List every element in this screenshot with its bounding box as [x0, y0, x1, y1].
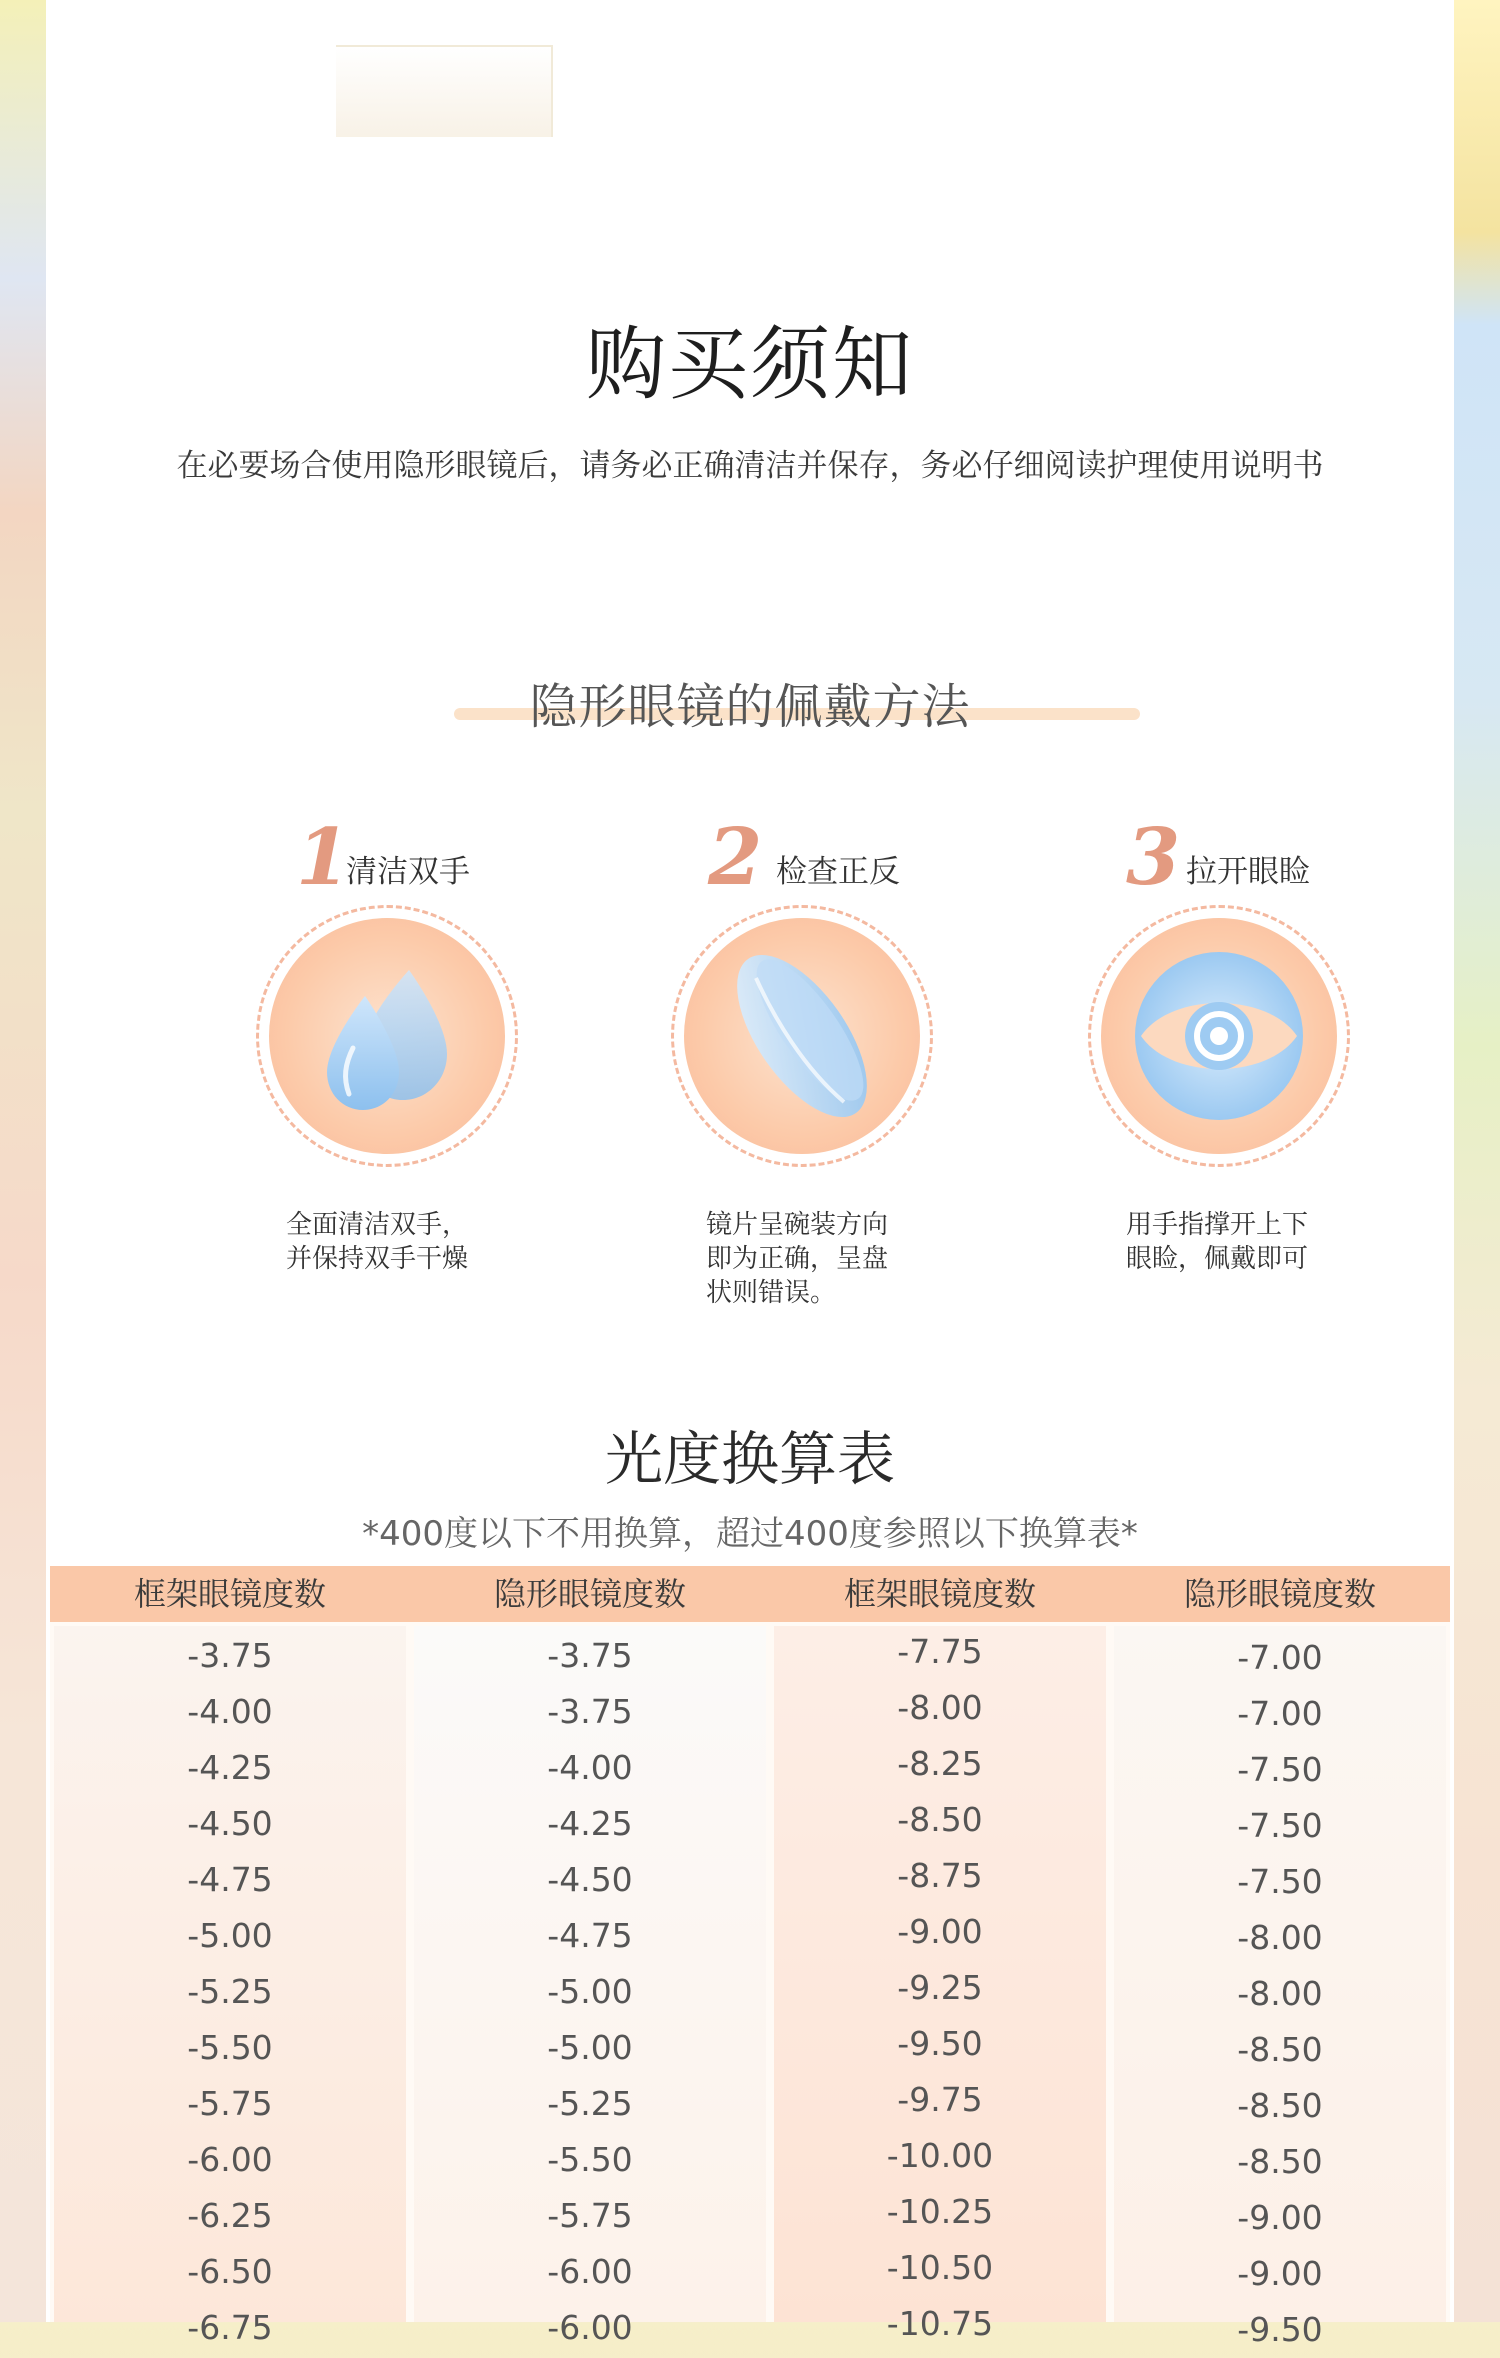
step-label: 检查正反 — [776, 854, 900, 890]
table-header-cell: 框架眼镜度数 — [133, 1575, 326, 1613]
table-header-row — [50, 1566, 1450, 1622]
table-cell: -8.00 — [897, 1688, 983, 1727]
step-label: 清洁双手 — [346, 854, 470, 890]
table-cell: -5.50 — [187, 2028, 273, 2067]
step-icon-circle — [256, 905, 518, 1167]
table-header-cell: 隐形眼镜度数 — [493, 1575, 686, 1613]
table-cell: -8.50 — [1237, 2086, 1323, 2125]
wearing-section-header — [46, 668, 1454, 735]
wearing-section-title: 隐形眼镜的佩戴方法 — [529, 679, 971, 735]
table-cell: -5.25 — [187, 1972, 273, 2011]
table-cell: -6.00 — [547, 2252, 633, 2291]
table-cell: -7.50 — [1237, 1806, 1323, 1845]
table-cell: -7.50 — [1237, 1750, 1323, 1789]
table-cell: -5.00 — [547, 2028, 633, 2067]
table-cell: -4.00 — [187, 1692, 273, 1731]
table-cell: -9.00 — [1237, 2198, 1323, 2237]
table-cell: -5.00 — [547, 1972, 633, 2011]
table-cell: -8.00 — [1237, 1918, 1323, 1957]
table-cell: -9.75 — [897, 2080, 983, 2119]
table-cell: -8.75 — [897, 1856, 983, 1895]
table-cell: -4.75 — [547, 1916, 633, 1955]
page-title: 购买须知 — [586, 318, 914, 411]
table-cell: -4.50 — [547, 1860, 633, 1899]
table-cell: -6.00 — [547, 2308, 633, 2347]
step-description — [286, 1208, 468, 1276]
table-cell: -8.50 — [1237, 2142, 1323, 2181]
step-number: 1 — [296, 812, 351, 903]
step-header — [626, 812, 946, 903]
step-header — [1046, 812, 1366, 903]
table-cell: -6.50 — [187, 2252, 273, 2291]
step-desc-line: 全面清洁双手， — [286, 1210, 469, 1240]
table-cell: -9.25 — [897, 1968, 983, 2007]
table-cell: -9.50 — [897, 2024, 983, 2063]
product-image-remnant — [336, 45, 553, 137]
step-desc-line: 状则错误。 — [706, 1278, 837, 1308]
conversion-table-title: 光度换算表 — [604, 1425, 895, 1493]
table-cell: -10.75 — [886, 2304, 994, 2343]
table-cell: -6.75 — [187, 2308, 273, 2347]
table-cell: -7.50 — [1237, 1862, 1323, 1901]
table-header-cell: 框架眼镜度数 — [843, 1575, 1036, 1613]
table-cell: -3.75 — [547, 1692, 633, 1731]
step-number: 3 — [1126, 812, 1181, 903]
contact-lens-icon — [684, 918, 920, 1154]
table-cell: -7.75 — [897, 1632, 983, 1671]
table-cell: -8.00 — [1237, 1974, 1323, 2013]
table-cell: -6.25 — [187, 2196, 273, 2235]
table-cell: -10.25 — [886, 2192, 994, 2231]
table-cell: -10.00 — [886, 2136, 994, 2175]
table-cell: -5.75 — [547, 2196, 633, 2235]
power-conversion-table — [50, 1566, 1450, 2349]
step-icon-circle — [1088, 905, 1350, 1167]
step-desc-line: 并保持双手干燥 — [286, 1244, 469, 1274]
step-label: 拉开眼睑 — [1186, 854, 1310, 890]
right-background-strip — [1454, 0, 1500, 2322]
table-cell: -7.00 — [1237, 1638, 1323, 1677]
table-cell: -3.75 — [187, 1636, 273, 1675]
table-cell: -9.00 — [1237, 2254, 1323, 2293]
step-desc-line: 即为正确，呈盘 — [706, 1244, 889, 1274]
table-cell: -5.50 — [547, 2140, 633, 2179]
step-icon-circle — [671, 905, 933, 1167]
table-cell: -6.00 — [187, 2140, 273, 2179]
content-card — [46, 0, 1454, 2349]
table-cell: -5.75 — [187, 2084, 273, 2123]
water-drops-icon — [269, 918, 505, 1154]
step-desc-line: 用手指撑开上下 — [1126, 1210, 1309, 1240]
table-cell: -4.25 — [547, 1804, 633, 1843]
step-description — [1126, 1208, 1308, 1276]
step-desc-line: 镜片呈碗装方向 — [706, 1210, 889, 1240]
conversion-table-note: *400度以下不用换算，超过400度参照以下换算表* — [362, 1514, 1138, 1554]
step-number: 2 — [708, 812, 763, 903]
step-header — [206, 812, 526, 903]
table-cell: -4.00 — [547, 1748, 633, 1787]
left-background-strip — [0, 0, 46, 2322]
purchase-notice: 在必要场合使用隐形眼镜后，请务必正确清洁并保存，务必仔细阅读护理使用说明书 — [176, 448, 1324, 484]
eye-icon — [1101, 918, 1337, 1154]
table-cell: -9.00 — [897, 1912, 983, 1951]
table-cell: -7.00 — [1237, 1694, 1323, 1733]
table-header-cell: 隐形眼镜度数 — [1183, 1575, 1376, 1613]
step-desc-line: 眼睑，佩戴即可 — [1126, 1244, 1309, 1274]
table-cell: -9.50 — [1237, 2310, 1323, 2349]
table-cell: -3.75 — [547, 1636, 633, 1675]
table-cell: -8.50 — [897, 1800, 983, 1839]
table-cell: -5.00 — [187, 1916, 273, 1955]
table-cell: -4.50 — [187, 1804, 273, 1843]
step-description — [706, 1208, 888, 1310]
table-cell: -5.25 — [547, 2084, 633, 2123]
table-cell: -4.25 — [187, 1748, 273, 1787]
table-cell: -8.25 — [897, 1744, 983, 1783]
table-cell: -4.75 — [187, 1860, 273, 1899]
table-cell: -10.50 — [886, 2248, 994, 2287]
table-cell: -8.50 — [1237, 2030, 1323, 2069]
